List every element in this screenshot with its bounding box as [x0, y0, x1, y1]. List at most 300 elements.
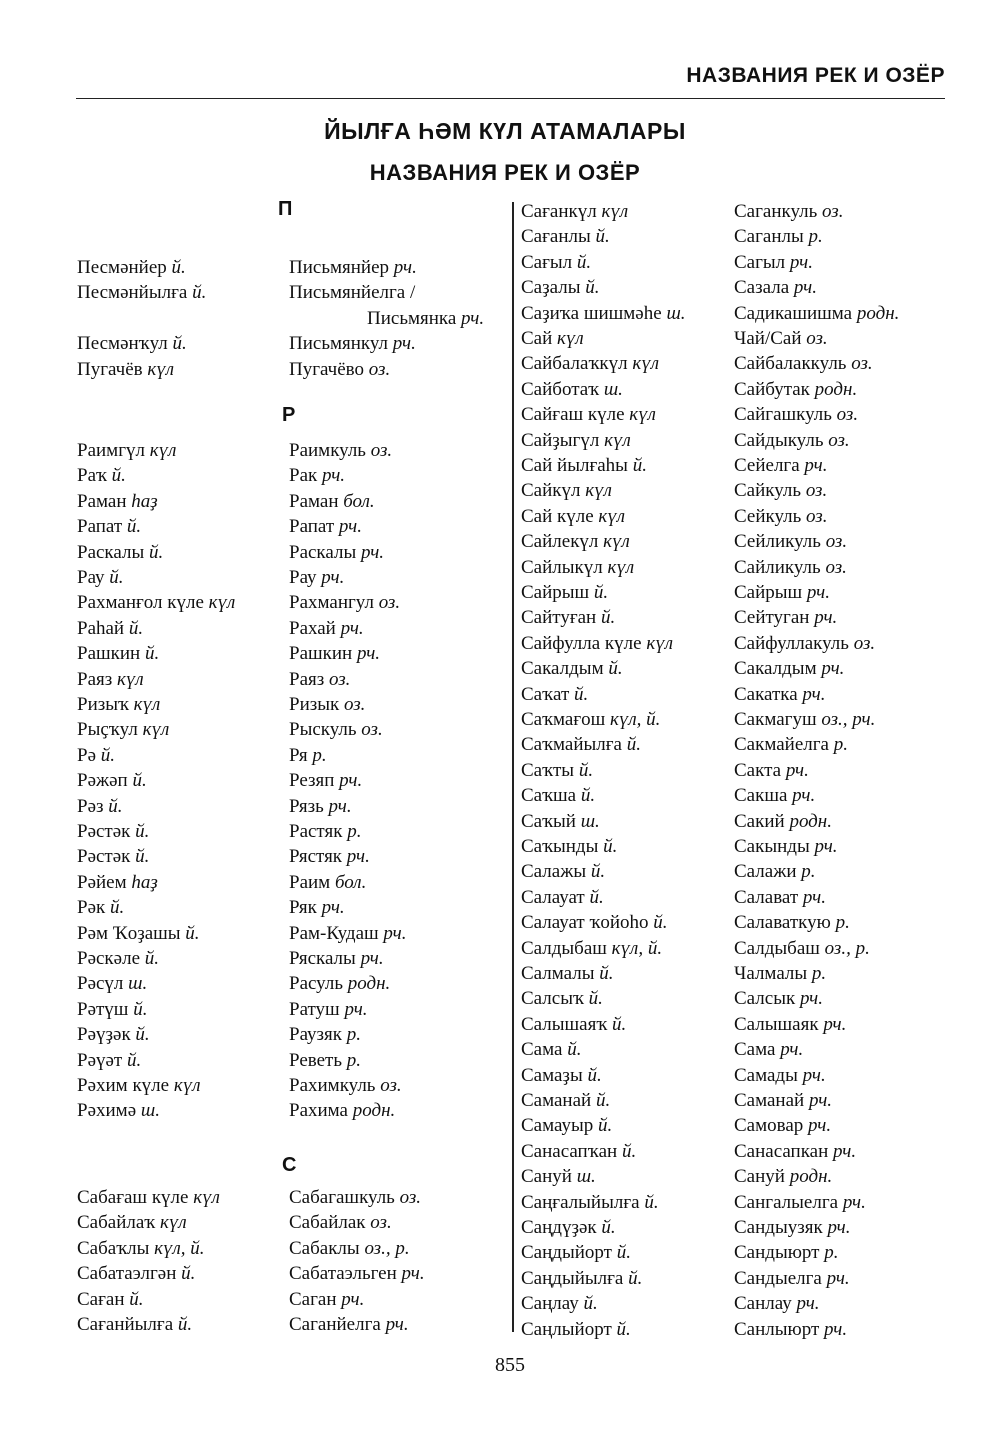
- entry-russian: [734, 910, 850, 935]
- entry-russian: [289, 641, 380, 666]
- entry-bashkir-mark: й.: [177, 1314, 193, 1335]
- entry-russian: [734, 377, 857, 402]
- entry-russian-mark: оз.: [805, 480, 828, 502]
- entry-russian-name: Сакша: [734, 785, 788, 807]
- entry-bashkir-mark: күл, й.: [154, 1237, 205, 1259]
- entry-bashkir: [521, 631, 673, 656]
- entry-bashkir: [77, 921, 200, 946]
- entry-bashkir-name: Раһай: [77, 617, 125, 639]
- entry-russian: [734, 1113, 831, 1138]
- entry-bashkir-mark: күл: [173, 1075, 201, 1096]
- entry-bashkir: [77, 616, 143, 641]
- entry-bashkir-mark: й.: [132, 770, 147, 792]
- entry-russian: [734, 707, 875, 732]
- running-head-text: НАЗВАНИЯ РЕК И ОЗЁР: [686, 64, 945, 87]
- entry-bashkir-name: Сама: [521, 1039, 563, 1061]
- entry-russian-mark: родн.: [352, 1100, 396, 1122]
- entry-russian: [734, 986, 823, 1011]
- entry-russian: [734, 478, 827, 503]
- entry-russian-mark: рч.: [793, 277, 817, 299]
- entry-bashkir-mark: күл: [142, 719, 170, 741]
- entry-bashkir-name: Сайлыкүл: [521, 556, 603, 578]
- entry-bashkir: [521, 758, 593, 783]
- entry-bashkir-mark: й.: [172, 333, 187, 355]
- entry-bashkir-name: Рәжәп: [77, 770, 128, 792]
- entry-bashkir-name: Рәстәк: [77, 821, 131, 842]
- entry-bashkir-mark: күл: [604, 429, 631, 451]
- entry-russian: [734, 275, 817, 300]
- entry-russian: [734, 1164, 832, 1189]
- entry-russian: [289, 331, 416, 356]
- title-bashkir: ЙЫЛҒА ҺӘМ КҮЛ АТАМАЛАРЫ: [324, 118, 686, 144]
- entry-bashkir: [521, 961, 614, 986]
- entry-russian: [734, 1037, 803, 1062]
- entry-russian-name: Рязь: [289, 795, 324, 817]
- entry-russian: [734, 326, 828, 351]
- entry-russian-mark: р.: [824, 1242, 839, 1264]
- entry-bashkir-mark: й.: [621, 1140, 637, 1162]
- entry-russian-name: Раим: [289, 871, 331, 893]
- entry-bashkir: [521, 428, 631, 453]
- entry-bashkir: [521, 783, 595, 808]
- entry-bashkir: [77, 1261, 195, 1286]
- entry-russian: [289, 768, 362, 793]
- entry-bashkir-name: Рә: [77, 744, 96, 766]
- entry-bashkir-name: Песмәнйер: [77, 257, 167, 278]
- entry-russian: [734, 1088, 832, 1113]
- entry-russian-mark: рч.: [356, 643, 381, 665]
- entry-bashkir-mark: й.: [590, 861, 606, 883]
- entry-russian-mark: рч.: [321, 567, 345, 588]
- entry-bashkir: [521, 732, 641, 757]
- entry-bashkir-mark: й.: [127, 1049, 142, 1071]
- entry-russian-name: Салажи: [734, 861, 797, 883]
- entry-bashkir-name: Рәхим күле: [77, 1075, 170, 1096]
- entry-russian-mark: рч.: [802, 1064, 826, 1086]
- entry-bashkir-name: Сабайлаҡ: [77, 1212, 156, 1234]
- entry-russian-mark: рч.: [806, 582, 830, 603]
- entry-russian: [289, 717, 383, 742]
- entry-bashkir-name: Салауат: [521, 886, 585, 908]
- entry-russian-mark: оз.: [380, 1075, 402, 1096]
- entry-bashkir-name: Рау: [77, 567, 105, 588]
- entry-bashkir-name: Рашкин: [77, 643, 141, 665]
- entry-russian-mark: рч.: [833, 1140, 857, 1162]
- entry-russian-name: Сайфуллакуль: [734, 632, 849, 654]
- entry-russian-name: Сагыл: [734, 251, 786, 273]
- entry-bashkir-mark: һаҙ: [131, 490, 158, 512]
- entry-bashkir-name: Рәтүш: [77, 998, 129, 1020]
- entry-russian-name: Саманай: [734, 1090, 805, 1111]
- entry-bashkir-mark: ш.: [603, 378, 623, 400]
- entry-bashkir: [521, 1139, 636, 1164]
- entry-bashkir-mark: й.: [171, 257, 186, 278]
- entry-russian-mark: родн.: [856, 302, 900, 324]
- entry-russian-name: Сакалдым: [734, 658, 817, 680]
- entry-bashkir-mark: й.: [128, 617, 144, 639]
- entry-russian-name: Сайрыш: [734, 582, 803, 603]
- entry-bashkir: [521, 1113, 612, 1138]
- entry-bashkir: [521, 605, 615, 630]
- entry-bashkir-mark: й.: [135, 846, 150, 868]
- entry-bashkir-mark: й.: [109, 567, 124, 588]
- entry-russian-mark: рч.: [785, 759, 809, 781]
- entry-russian-name: Самады: [734, 1064, 798, 1086]
- entry-bashkir: [521, 453, 647, 478]
- entry-russian-name: Сануй: [734, 1166, 785, 1188]
- running-head: [76, 62, 945, 99]
- entry-bashkir-mark: й.: [108, 795, 123, 817]
- entry-bashkir-name: Самаҙы: [521, 1064, 583, 1086]
- entry-bashkir-mark: й.: [181, 1263, 196, 1285]
- entry-bashkir: [77, 1287, 144, 1312]
- entry-bashkir-name: Сай күле: [521, 505, 594, 527]
- entry-bashkir-mark: й.: [644, 1191, 659, 1213]
- entry-bashkir-name: Пугачёв: [77, 358, 143, 380]
- entry-bashkir: [77, 489, 158, 514]
- entry-bashkir-mark: й.: [601, 1217, 616, 1238]
- entry-bashkir-mark: й.: [578, 759, 594, 781]
- entry-bashkir-name: Сағанйылға: [77, 1314, 174, 1335]
- entry-bashkir-mark: й.: [135, 1024, 150, 1046]
- entry-russian-name: Резяп: [289, 770, 335, 792]
- entry-russian-name: Салават: [734, 886, 799, 908]
- entry-russian: [289, 895, 345, 920]
- entry-russian: [734, 682, 826, 707]
- entry-bashkir-name: Песмәнйылға: [77, 282, 188, 304]
- entry-russian: [734, 1240, 838, 1265]
- entry-bashkir-name: Санасапҡан: [521, 1140, 618, 1162]
- entry-bashkir: [77, 946, 159, 971]
- entry-bashkir: [521, 1063, 602, 1088]
- entry-russian-mark: оз.: [825, 531, 848, 553]
- entry-bashkir: [77, 565, 124, 590]
- entry-bashkir: [77, 357, 174, 382]
- entry-bashkir: [77, 870, 158, 895]
- entry-bashkir-mark: й.: [111, 465, 126, 487]
- entry-russian-mark: рч.: [321, 897, 345, 919]
- entry-bashkir: [521, 1317, 631, 1342]
- entry-bashkir-name: Саған: [77, 1288, 125, 1310]
- entry-russian: [289, 1022, 361, 1047]
- entry-bashkir-mark: й.: [588, 988, 603, 1010]
- entry-russian: [734, 732, 848, 757]
- entry-russian: [734, 555, 847, 580]
- entry-russian-name: Ризык: [289, 694, 340, 715]
- entry-russian-mark: оз.: [825, 556, 847, 578]
- entry-russian-name: Раяз: [289, 668, 325, 690]
- column-divider: [512, 202, 514, 1332]
- entry-bashkir-name: Саңғалыйылға: [521, 1191, 640, 1213]
- entry-russian-mark: рч.: [814, 607, 838, 629]
- entry-russian-name: Сангалыелга: [734, 1191, 839, 1213]
- entry-bashkir-name: Салмалы: [521, 963, 595, 984]
- entry-russian: [734, 402, 858, 427]
- entry-russian-name: Рахима: [289, 1100, 348, 1122]
- entry-bashkir-name: Раскалы: [77, 541, 145, 563]
- entry-russian-mark: рч.: [808, 1090, 833, 1111]
- entry-bashkir-name: Сай: [521, 328, 553, 349]
- entry-russian-mark: родн.: [814, 378, 858, 400]
- entry-russian-mark: рч.: [796, 1293, 820, 1315]
- entry-bashkir-mark: й.: [595, 226, 610, 248]
- entry-bashkir-name: Рәүәт: [77, 1049, 123, 1071]
- entry-russian: [289, 692, 365, 717]
- entry-bashkir-name: Салажы: [521, 861, 587, 883]
- entry-russian-mark: рч.: [360, 541, 385, 563]
- entry-russian-mark: рч.: [344, 998, 368, 1020]
- entry-bashkir-name: Саҡый: [521, 810, 576, 832]
- section-letter-s: С: [282, 1154, 297, 1176]
- entry-bashkir: [77, 794, 123, 819]
- entry-russian: [289, 997, 368, 1022]
- entry-bashkir-mark: күл: [607, 556, 635, 578]
- entry-bashkir-mark: ш.: [128, 973, 148, 995]
- entry-russian: [289, 1312, 409, 1337]
- entry-russian-name: Сазала: [734, 277, 790, 299]
- entry-russian-name: Рахай: [289, 617, 336, 639]
- entry-russian-mark: рч.: [780, 1039, 804, 1061]
- entry-bashkir: [77, 692, 160, 717]
- entry-bashkir-name: Салдыбаш: [521, 937, 607, 959]
- entry-russian-mark: р.: [835, 912, 850, 934]
- entry-bashkir-name: Рәстәк: [77, 846, 131, 868]
- entry-russian: [289, 946, 384, 971]
- entry-russian-mark: рч.: [842, 1191, 866, 1213]
- entry-russian-mark: рч.: [321, 465, 346, 487]
- entry-russian-name: Чай/Сай: [734, 328, 802, 349]
- entry-russian: [289, 514, 362, 539]
- entry-russian-name: Сейтуган: [734, 607, 810, 629]
- entry-russian: [289, 743, 327, 768]
- entry-russian-name: Санлау: [734, 1293, 792, 1315]
- entry-bashkir: [521, 834, 617, 859]
- entry-russian-name: Сейелга: [734, 455, 800, 476]
- entry-bashkir-name: Сайбалаҡкүл: [521, 353, 628, 375]
- entry-bashkir: [521, 250, 591, 275]
- entry-bashkir-name: Саҙалы: [521, 277, 581, 299]
- entry-russian-name: Рам-Кудаш: [289, 922, 379, 944]
- entry-russian: [289, 1210, 392, 1235]
- entry-russian-name: Рахмангул: [289, 592, 374, 614]
- entry-bashkir-mark: күл, й.: [610, 709, 661, 730]
- entry-russian-mark: р.: [808, 226, 823, 248]
- entry-russian-name: Ря: [289, 744, 308, 766]
- entry-russian-name: Растяк: [289, 821, 343, 842]
- entry-bashkir-name: Сайлекүл: [521, 531, 599, 553]
- entry-bashkir-mark: й.: [583, 1293, 598, 1315]
- entry-russian-mark: оз.: [368, 358, 391, 380]
- entry-russian-mark: р.: [801, 861, 816, 883]
- entry-bashkir: [521, 1037, 581, 1062]
- entry-russian-name: Ратуш: [289, 998, 340, 1020]
- entry-russian-mark: рч.: [792, 785, 816, 807]
- section-letter-p: П: [278, 198, 293, 220]
- entry-bashkir-name: Саңдыйылға: [521, 1267, 624, 1289]
- entry-russian-mark: рч.: [340, 617, 364, 639]
- entry-bashkir: [521, 478, 612, 503]
- entry-bashkir: [521, 1291, 598, 1316]
- entry-bashkir-name: Саҡат: [521, 683, 570, 705]
- entry-russian-name: Салсык: [734, 988, 796, 1010]
- entry-russian-mark: р.: [346, 1049, 362, 1071]
- entry-russian-name: Садикашишма: [734, 302, 853, 324]
- entry-russian-mark: рч.: [393, 257, 417, 278]
- entry-bashkir: [521, 275, 599, 300]
- entry-bashkir: [521, 326, 584, 351]
- entry-bashkir: [521, 402, 656, 427]
- entry-bashkir-mark: күл: [629, 404, 656, 426]
- entry-bashkir-name: Сабатаэлгән: [77, 1263, 177, 1285]
- entry-russian-name: Саганлы: [734, 226, 804, 248]
- entry-bashkir-mark: й.: [593, 582, 609, 603]
- entry-russian-mark: р.: [347, 821, 362, 842]
- entry-russian: [734, 885, 826, 910]
- entry-bashkir-name: Рыҫҡул: [77, 719, 138, 741]
- entry-bashkir-mark: й.: [603, 836, 618, 857]
- entry-russian-name: Рак: [289, 465, 318, 487]
- entry-russian-mark: рч.: [328, 795, 352, 817]
- entry-russian-mark: бол.: [343, 490, 375, 512]
- entry-russian-name: Рахимкуль: [289, 1075, 376, 1096]
- entry-bashkir: [521, 1164, 596, 1189]
- entry-bashkir-name: Саҡша: [521, 785, 577, 807]
- entry-bashkir-name: Рәхимә: [77, 1100, 137, 1122]
- entry-bashkir-mark: й.: [148, 541, 164, 563]
- entry-russian-name: Сабайлак: [289, 1212, 366, 1234]
- entry-russian: [734, 250, 813, 275]
- entry-russian-mark: оз.: [806, 505, 828, 527]
- entry-bashkir-mark: й.: [608, 658, 623, 680]
- entry-bashkir-mark: й.: [626, 734, 641, 756]
- entry-russian-mark: оз., р.: [824, 937, 870, 959]
- entry-russian: [734, 428, 850, 453]
- entry-russian-mark: рч.: [802, 683, 826, 705]
- entry-russian-name: Чалмалы: [734, 963, 808, 984]
- entry-russian-name: Раимкуль: [289, 440, 366, 461]
- entry-russian-name: Сакмагуш: [734, 709, 817, 730]
- entry-russian-name: Рястяк: [289, 846, 343, 868]
- entry-russian-name: Сама: [734, 1039, 776, 1061]
- entry-bashkir: [77, 514, 141, 539]
- entry-russian: [734, 580, 830, 605]
- entry-bashkir: [521, 555, 634, 580]
- entry-russian-mark: рч.: [383, 922, 407, 944]
- entry-bashkir-name: Песмәнҡул: [77, 333, 168, 355]
- entry-russian-mark: рч.: [385, 1314, 409, 1335]
- entry-russian: [289, 667, 350, 692]
- entry-bashkir: [77, 743, 115, 768]
- entry-russian: [734, 1215, 851, 1240]
- entry-bashkir-mark: ш.: [580, 810, 600, 832]
- entry-bashkir-mark: й.: [129, 1288, 144, 1310]
- entry-russian: [289, 616, 364, 641]
- entry-russian-mark: р.: [833, 734, 848, 756]
- entry-bashkir-mark: һаҙ: [131, 871, 158, 893]
- entry-russian-mark: оз.: [836, 404, 859, 426]
- entry-russian: [289, 1185, 421, 1210]
- entry-bashkir-name: Раҡ: [77, 465, 107, 487]
- entry-russian-name: Раман: [289, 490, 339, 512]
- entry-bashkir-mark: й.: [574, 683, 589, 705]
- entry-russian-mark: оз.: [806, 328, 828, 349]
- entry-russian-name: Самовар: [734, 1115, 804, 1137]
- entry-bashkir-name: Саманай: [521, 1090, 592, 1111]
- entry-russian: [289, 357, 390, 382]
- entry-russian-mark: оз.: [378, 592, 401, 614]
- entry-bashkir-name: Сануй: [521, 1166, 572, 1188]
- entry-russian-name: Санасапкан: [734, 1140, 829, 1162]
- entry-russian: [734, 301, 899, 326]
- page-number: 855: [495, 1354, 525, 1376]
- entry-russian: [734, 961, 826, 986]
- entry-russian: [734, 1266, 850, 1291]
- entry-russian: [289, 844, 370, 869]
- entry-bashkir-mark: ш.: [666, 302, 686, 324]
- entry-bashkir: [521, 529, 630, 554]
- entry-russian: [734, 1190, 866, 1215]
- entry-russian: [289, 971, 390, 996]
- entry-russian-mark: рч.: [814, 836, 838, 857]
- entry-bashkir-mark: й.: [109, 897, 125, 919]
- entry-bashkir-name: Сайтуған: [521, 607, 597, 629]
- title-russian: НАЗВАНИЯ РЕК И ОЗЁР: [369, 160, 641, 185]
- entry-russian-name: Пугачёво: [289, 358, 365, 380]
- entry-bashkir-name: Ризыҡ: [77, 694, 129, 715]
- entry-bashkir: [77, 768, 147, 793]
- entry-russian: [734, 656, 844, 681]
- entry-russian-mark: оз.: [399, 1187, 422, 1208]
- entry-bashkir: [521, 1266, 642, 1291]
- entry-bashkir: [77, 641, 159, 666]
- entry-bashkir: [77, 280, 206, 305]
- entry-bashkir-mark: й.: [126, 516, 142, 538]
- entry-bashkir-mark: күл: [159, 1212, 187, 1234]
- entry-russian-mark: оз.: [344, 694, 366, 715]
- entry-bashkir-mark: й.: [144, 643, 160, 665]
- entry-bashkir-name: Рәсүл: [77, 973, 124, 995]
- entry-bashkir-name: Раман: [77, 490, 127, 512]
- entry-russian-mark: рч.: [341, 1288, 365, 1310]
- entry-russian-name: Письмянкул: [289, 333, 389, 355]
- entry-bashkir: [77, 1022, 150, 1047]
- entry-bashkir: [77, 590, 235, 615]
- entry-russian-name: Раскалы: [289, 541, 357, 563]
- entry-russian: [289, 438, 392, 463]
- entry-russian-name: Рыскуль: [289, 719, 357, 741]
- entry-bashkir-name: Салышаяҡ: [521, 1013, 608, 1035]
- entry-russian-mark: рч.: [461, 307, 485, 329]
- entry-russian-name: Салаваткую: [734, 912, 831, 934]
- entry-bashkir-mark: күл: [193, 1187, 220, 1208]
- entry-russian-name: Сайдыкуль: [734, 429, 824, 451]
- entry-bashkir: [77, 667, 144, 692]
- entry-bashkir-mark: й.: [632, 455, 647, 476]
- entry-bashkir-mark: күл: [133, 694, 161, 715]
- entry-russian-mark: рч.: [401, 1263, 425, 1285]
- section-letter-r: Р: [282, 404, 296, 426]
- entry-bashkir-name: Саҡынды: [521, 836, 599, 857]
- entry-russian: [289, 1261, 425, 1286]
- entry-bashkir-name: Саңлау: [521, 1293, 579, 1315]
- entry-russian: [734, 1317, 847, 1342]
- entry-russian-mark: рч.: [339, 770, 363, 792]
- entry-bashkir-mark: й.: [567, 1039, 582, 1061]
- entry-bashkir: [521, 1240, 631, 1265]
- entry-russian: [289, 819, 361, 844]
- entry-russian-name: Рапат: [289, 516, 335, 538]
- entry-russian-name: Сейкуль: [734, 505, 802, 527]
